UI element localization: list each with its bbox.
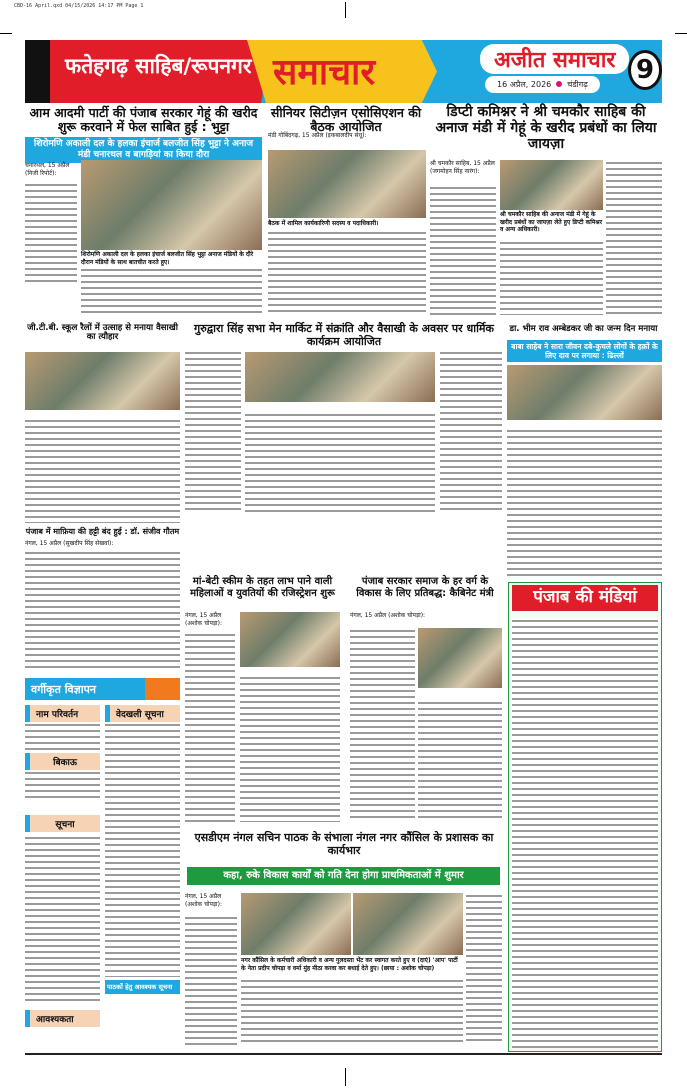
photo-sdm-2 — [353, 893, 463, 955]
photo-maa-beti — [240, 612, 340, 667]
article-body-text — [507, 428, 662, 578]
print-slug: CBD-16 April.qxd 04/15/2026 14:17 PM Page 1 — [14, 3, 144, 9]
headline-gautam: पंजाब में माफ़िया की हट्टी बंद हुई : डॉ. संजीव गौतम — [25, 527, 180, 536]
tag-notice: सूचना — [25, 815, 100, 832]
classified-text — [25, 722, 100, 752]
caption-bhutta: शिरोमणि अकाली दल के हलका इंचार्ज बलजीत सिंह भुट्टा अनाज मंडियों के दौरे दौरान मंडियों के साथ बातचीत करते हुए। — [81, 251, 254, 266]
article-body-text — [268, 230, 426, 315]
photo-gtb-school — [25, 352, 180, 410]
registration-mark — [345, 2, 346, 18]
tag-sale: बिकाऊ — [25, 753, 100, 770]
photo-cabinet-minister — [418, 628, 502, 688]
mandi-rates-text — [512, 618, 658, 1048]
article-body-text — [466, 893, 502, 1045]
article-body-text — [185, 915, 237, 1045]
dateline-gautam: नंगल, 15 अप्रैल (सुखदीप सिंह सेखवां): — [25, 540, 114, 547]
article-body-text — [25, 418, 180, 523]
headline-ambedkar: डा. भीम राव अम्बेडकर जी का जन्म दिन मनाया — [509, 324, 658, 334]
article-body-text — [606, 160, 662, 315]
classified-text — [105, 722, 180, 977]
article-body-text — [25, 182, 77, 282]
tag-eviction-notice: वेदखली सूचना — [105, 705, 180, 722]
section-label: समाचार — [273, 52, 376, 93]
article-body-text — [241, 978, 463, 1045]
tag-required: आवश्यकता — [25, 1010, 100, 1027]
article-body-text — [81, 267, 262, 317]
headline-cabinet-minister: पंजाब सरकार समाज के हर वर्ग के विकास के लिए प्रतिबद्ध: कैबिनेट मंत्री — [356, 576, 494, 599]
classified-title: वर्गीकृत विज्ञापन — [25, 678, 145, 700]
date: 16 अप्रैल, 2026 — [497, 80, 552, 89]
registration-mark — [345, 1068, 346, 1086]
caption-senior: बैठक में शामिल कार्यकारिणी सदस्य व पदाधिकारी। — [268, 220, 379, 227]
readers-notice-title: पाठकों हेतु आवश्यक सूचना — [105, 980, 180, 994]
caption-sdm: नगर कौंसिल के कर्मचारी अधिकारी व अन्य गुलदस्ता भेंट कर स्वागत करते हुए व (दाएं) 'आप' पार्टी के नेता प्रदीप चोपड़ा व वर्मा मुंह मीठा करवा कर बधाई देते हुए। (छाया : अशोक चोपड़ा) — [241, 957, 458, 972]
article-body-text — [240, 675, 340, 822]
dateline-sdm: नंगल, 15 अप्रैल (अशोक चोपड़ा): — [185, 893, 222, 908]
dateline-bhutta: चनारथल, 15 अप्रैल (निजी रिपोर्ट): — [25, 162, 70, 177]
bottom-rule — [25, 1053, 662, 1055]
photo-senior-meeting — [268, 150, 426, 218]
article-body-text — [430, 185, 496, 315]
photo-gurudwara — [245, 352, 435, 402]
photo-sdm-1 — [241, 893, 351, 955]
classified-text — [25, 770, 100, 802]
mandiyan-title: पंजाब की मंडियां — [512, 585, 658, 611]
dateline-senior: मंडी गोबिंदगढ़, 15 अप्रैल (इकबालदीप संधू): — [268, 132, 367, 139]
headline-gurudwara: गुरुद्वारा सिंह सभा मेन मार्किट में संक्रांति और वैसाखी के अवसर पर धार्मिक कार्यक्रम आयोजित — [194, 322, 494, 348]
article-body-text — [440, 350, 502, 513]
page-header — [25, 40, 662, 103]
headline-sdm-nangal: एसडीएम नंगल सचिन पाठक के संभाला नंगल नगर कौंसिल के प्रशासक का कार्यभार — [194, 831, 494, 857]
article-body-text — [245, 412, 435, 512]
dot-icon — [556, 81, 562, 87]
article-body-text — [185, 632, 235, 822]
section-title: फतेहगढ़ साहिब/रूपनगर — [65, 54, 252, 78]
tag-name-change: नाम परिवर्तन — [25, 705, 100, 722]
date-pill — [485, 76, 600, 93]
crop-mark — [675, 33, 687, 34]
article-body-text — [350, 628, 415, 822]
dateline-maa-beti: नंगल, 15 अप्रैल (अशोक चोपड़ा): — [185, 612, 222, 627]
dateline-dc: श्री चमकौर साहिब, 15 अप्रैल (जगमोहन सिंह नारंग): — [430, 160, 495, 175]
newspaper-name: अजीत समाचार — [480, 44, 629, 74]
headline-bhutta: आम आदमी पार्टी की पंजाब सरकार गेहूं की खरीद शुरू करवाने में फेल साबित हुई : भुट्टा — [29, 105, 258, 135]
photo-bhutta-mandi — [81, 160, 262, 250]
headline-gtb-school: जी.टी.बी. स्कूल रैलों में उत्साह से मनाया वैसाखी का त्यौहार — [27, 323, 178, 343]
article-body-text — [500, 240, 603, 315]
subhead-bhutta: शिरोमणि अकाली दल के हलका इंचार्ज बलजीत सिंह भुट्टा ने अनाज मंडी चनारथल व बागड़ियां का किया दौरा — [25, 137, 262, 163]
photo-dc-mandi — [500, 160, 603, 210]
article-body-text — [185, 350, 241, 513]
headline-dc-chamkaur: डिप्टी कमिश्नर ने श्री चमकौर साहिब की अनाज मंडी में गेहूं के खरीद प्रबंधों का लिया जायज़ा — [435, 104, 657, 153]
article-body-text — [25, 550, 180, 670]
article-body-text — [418, 700, 502, 822]
subhead-sdm: कहा, रुके विकास कार्यों को गति देना होगा प्राथमिकताओं में शुमार — [187, 867, 500, 885]
crop-mark — [0, 33, 12, 34]
page-number: 9 — [628, 50, 662, 90]
headline-senior-citizen: सीनियर सिटीज़न एसोसिएशन की बैठक आयोजित — [270, 105, 422, 135]
header-black-strip — [25, 40, 50, 103]
subhead-ambedkar: बाबा साहेब ने सारा जीवन दबे-कुचले लोगों के हक़ों के लिए दाव पर लगाया : ढिल्लों — [507, 340, 662, 362]
dateline-cabinet: नंगल, 15 अप्रैल (अशोक चोपड़ा): — [350, 612, 426, 619]
classified-text — [25, 835, 100, 1005]
caption-dc: श्री चमकौर साहिब की अनाज मंडी में गेहूं के खरीद प्रबंधों का जायज़ा लेते हुए डिप्टी कमिश्नर व अन्य अधिकारी। — [500, 211, 603, 233]
photo-ambedkar — [507, 365, 662, 420]
headline-maa-beti: मां-बेटी स्कीम के तहत लाभ पाने वाली महिलाओं व युवतियों की रजिस्ट्रेशन शुरू — [190, 576, 335, 599]
city: चंडीगढ़ — [567, 80, 588, 89]
